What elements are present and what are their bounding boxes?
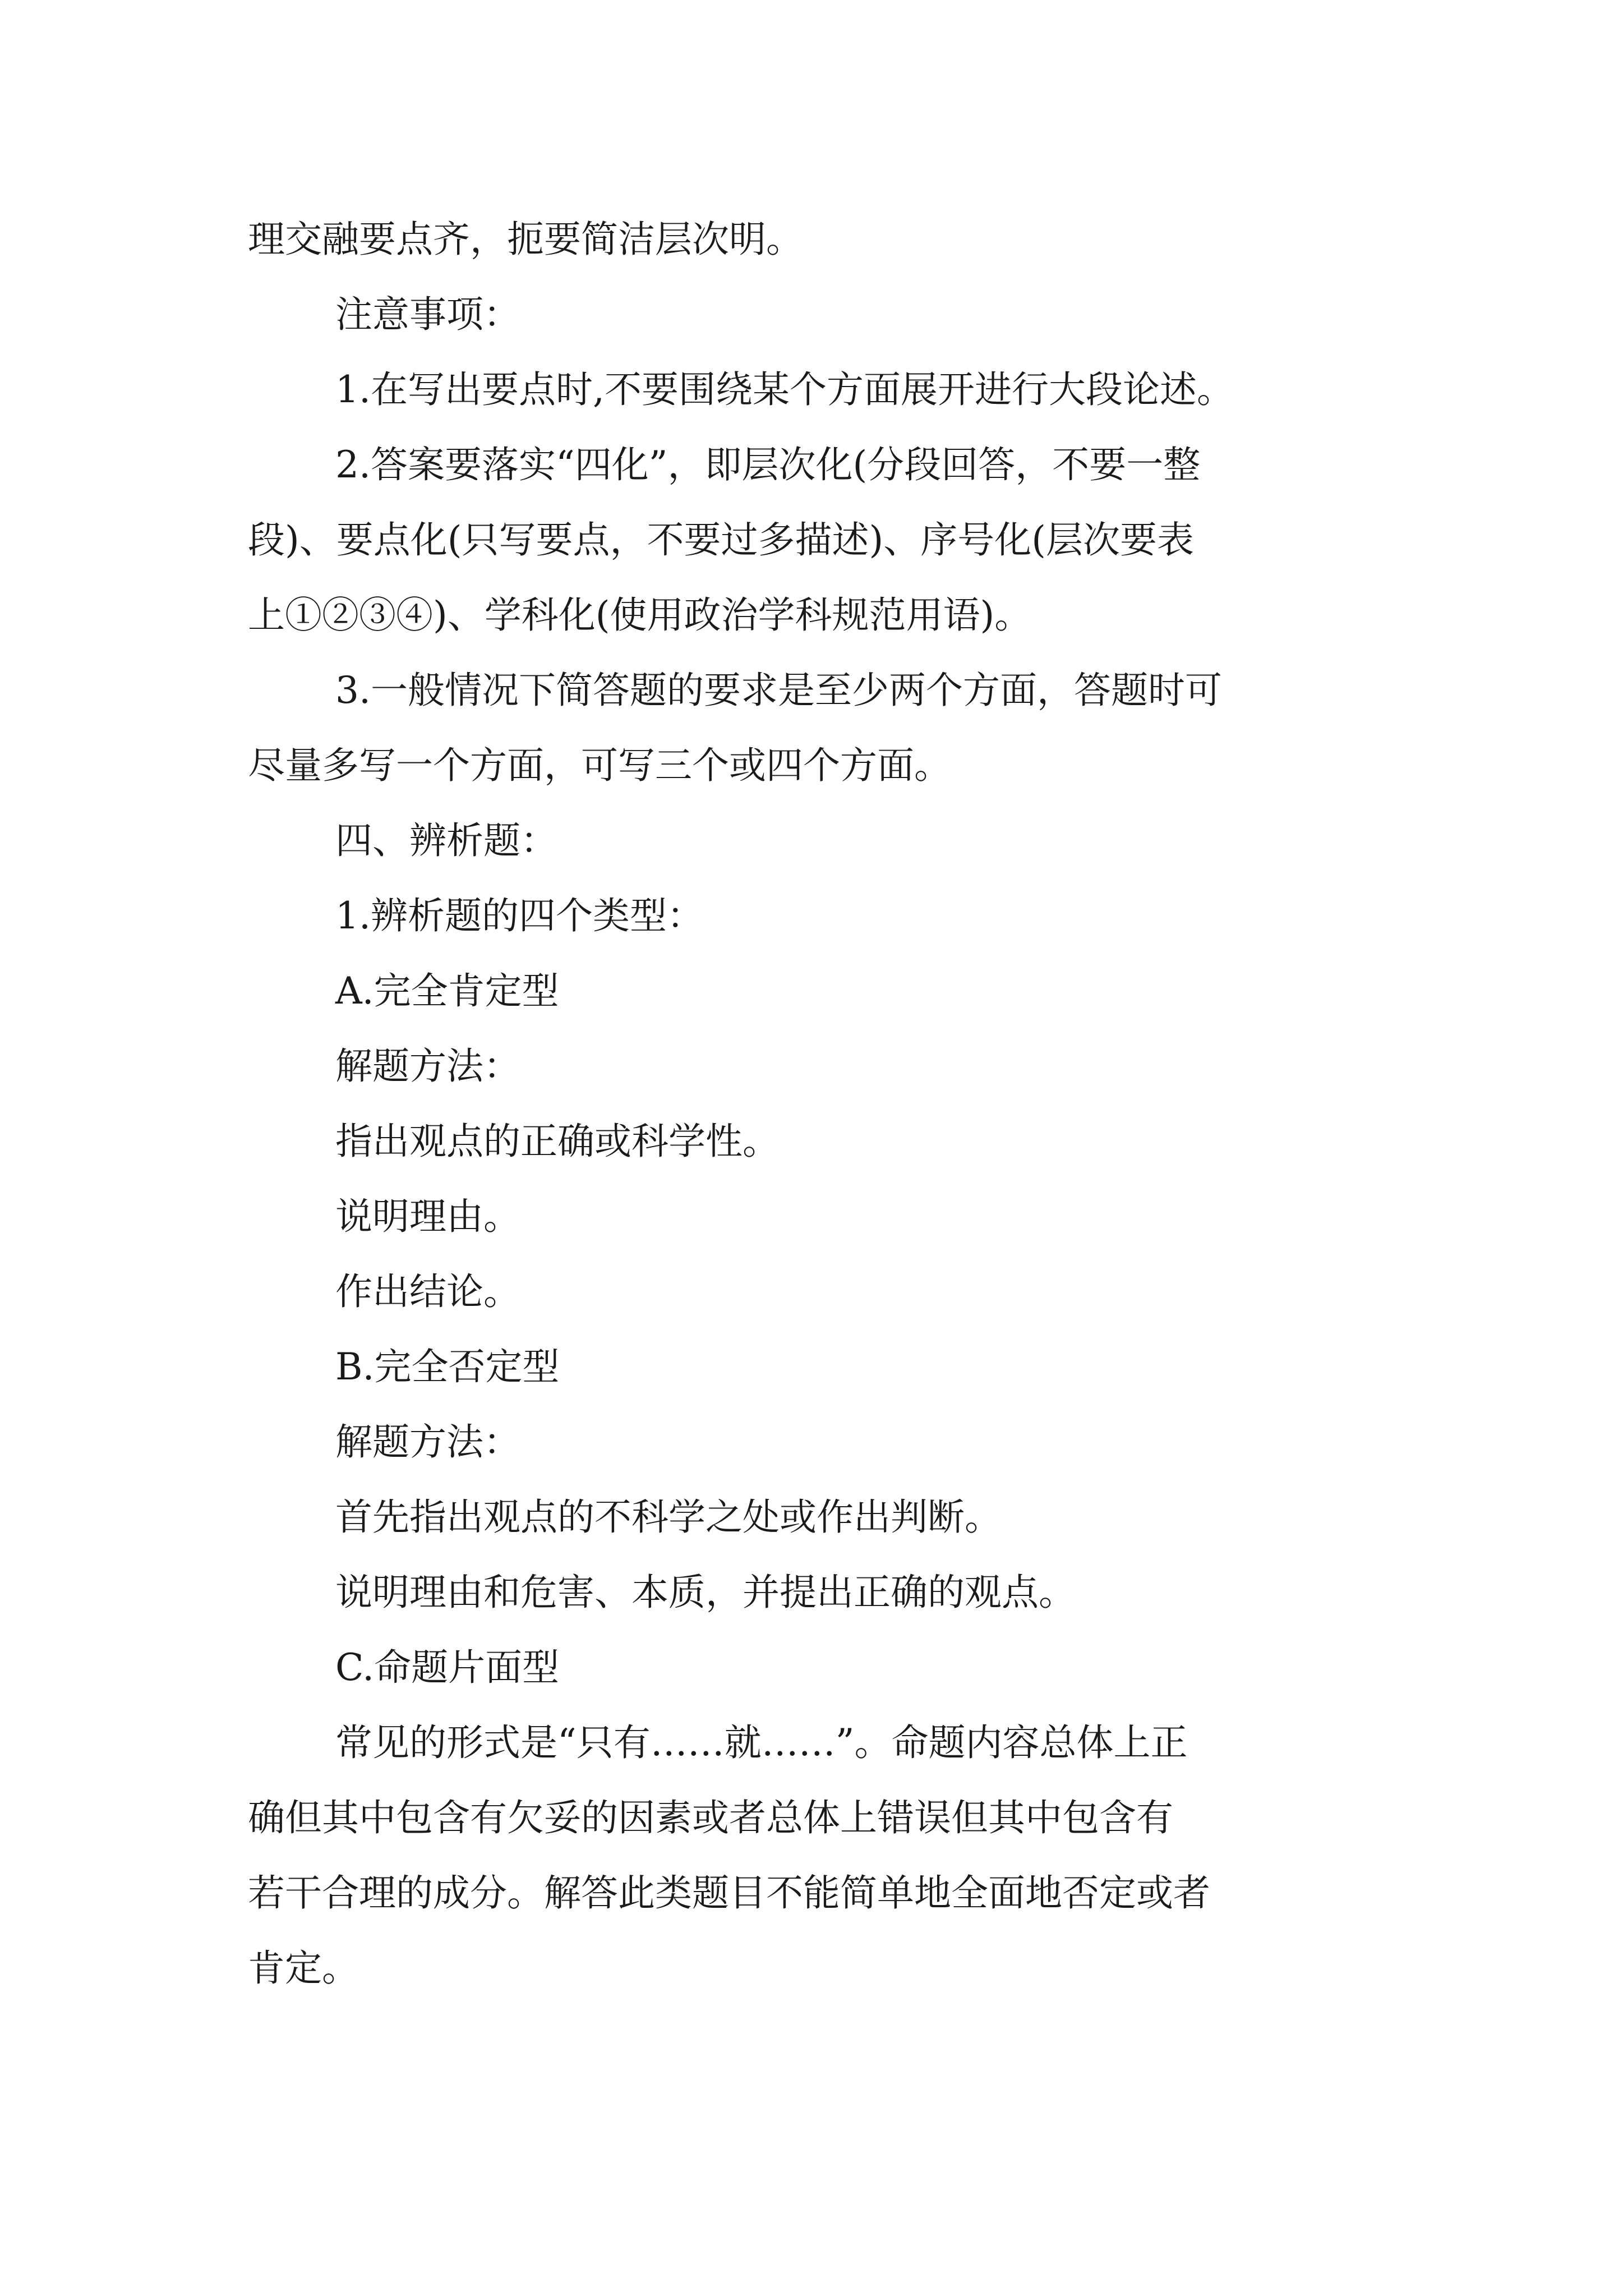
subsection-heading: A.完全肯定型 [335,969,559,1013]
subsection-heading: B.完全否定型 [335,1345,560,1388]
text-line: 1.辨析题的四个类型： [335,894,704,937]
text-line: 段)、要点化(只写要点，不要过多描述)、序号化(层次要表 [248,518,1194,562]
subsection-heading: C.命题片面型 [335,1646,560,1689]
document-body [248,202,1381,2006]
text-line: 肯定。 [248,1947,359,1990]
text-line: 说明理由。 [335,1195,520,1238]
text-line: 2.答案要落实“四化”，即层次化(分段回答，不要一整 [335,443,1201,486]
text-line: 指出观点的正确或科学性。 [335,1120,780,1163]
text-line: 尽量多写一个方面，可写三个或四个方面。 [248,744,951,787]
text-line: 理交融要点齐，扼要简洁层次明。 [248,218,803,261]
text-line: 说明理由和危害、本质，并提出正确的观点。 [335,1571,1076,1614]
text-line: 上①②③④)、学科化(使用政治学科规范用语)。 [248,593,1032,637]
text-line: 若干合理的成分。解答此类题目不能简单地全面地否定或者 [248,1871,1210,1915]
text-line: 注意事项： [335,293,520,336]
text-line: 解题方法： [335,1045,520,1088]
text-line: 确但其中包含有欠妥的因素或者总体上错误但其中包含有 [248,1796,1173,1839]
text-line: 首先指出观点的不科学之处或作出判断。 [335,1496,1002,1539]
section-heading: 四、辨析题： [335,819,557,862]
text-line: 3.一般情况下简答题的要求是至少两个方面，答题时可 [335,669,1222,712]
text-line: 作出结论。 [335,1270,520,1313]
text-line: 解题方法： [335,1420,520,1464]
text-line: 1.在写出要点时,不要围绕某个方面展开进行大段论述。 [335,368,1234,411]
text-line: 常见的形式是“只有……就……”。命题内容总体上正 [335,1721,1188,1764]
